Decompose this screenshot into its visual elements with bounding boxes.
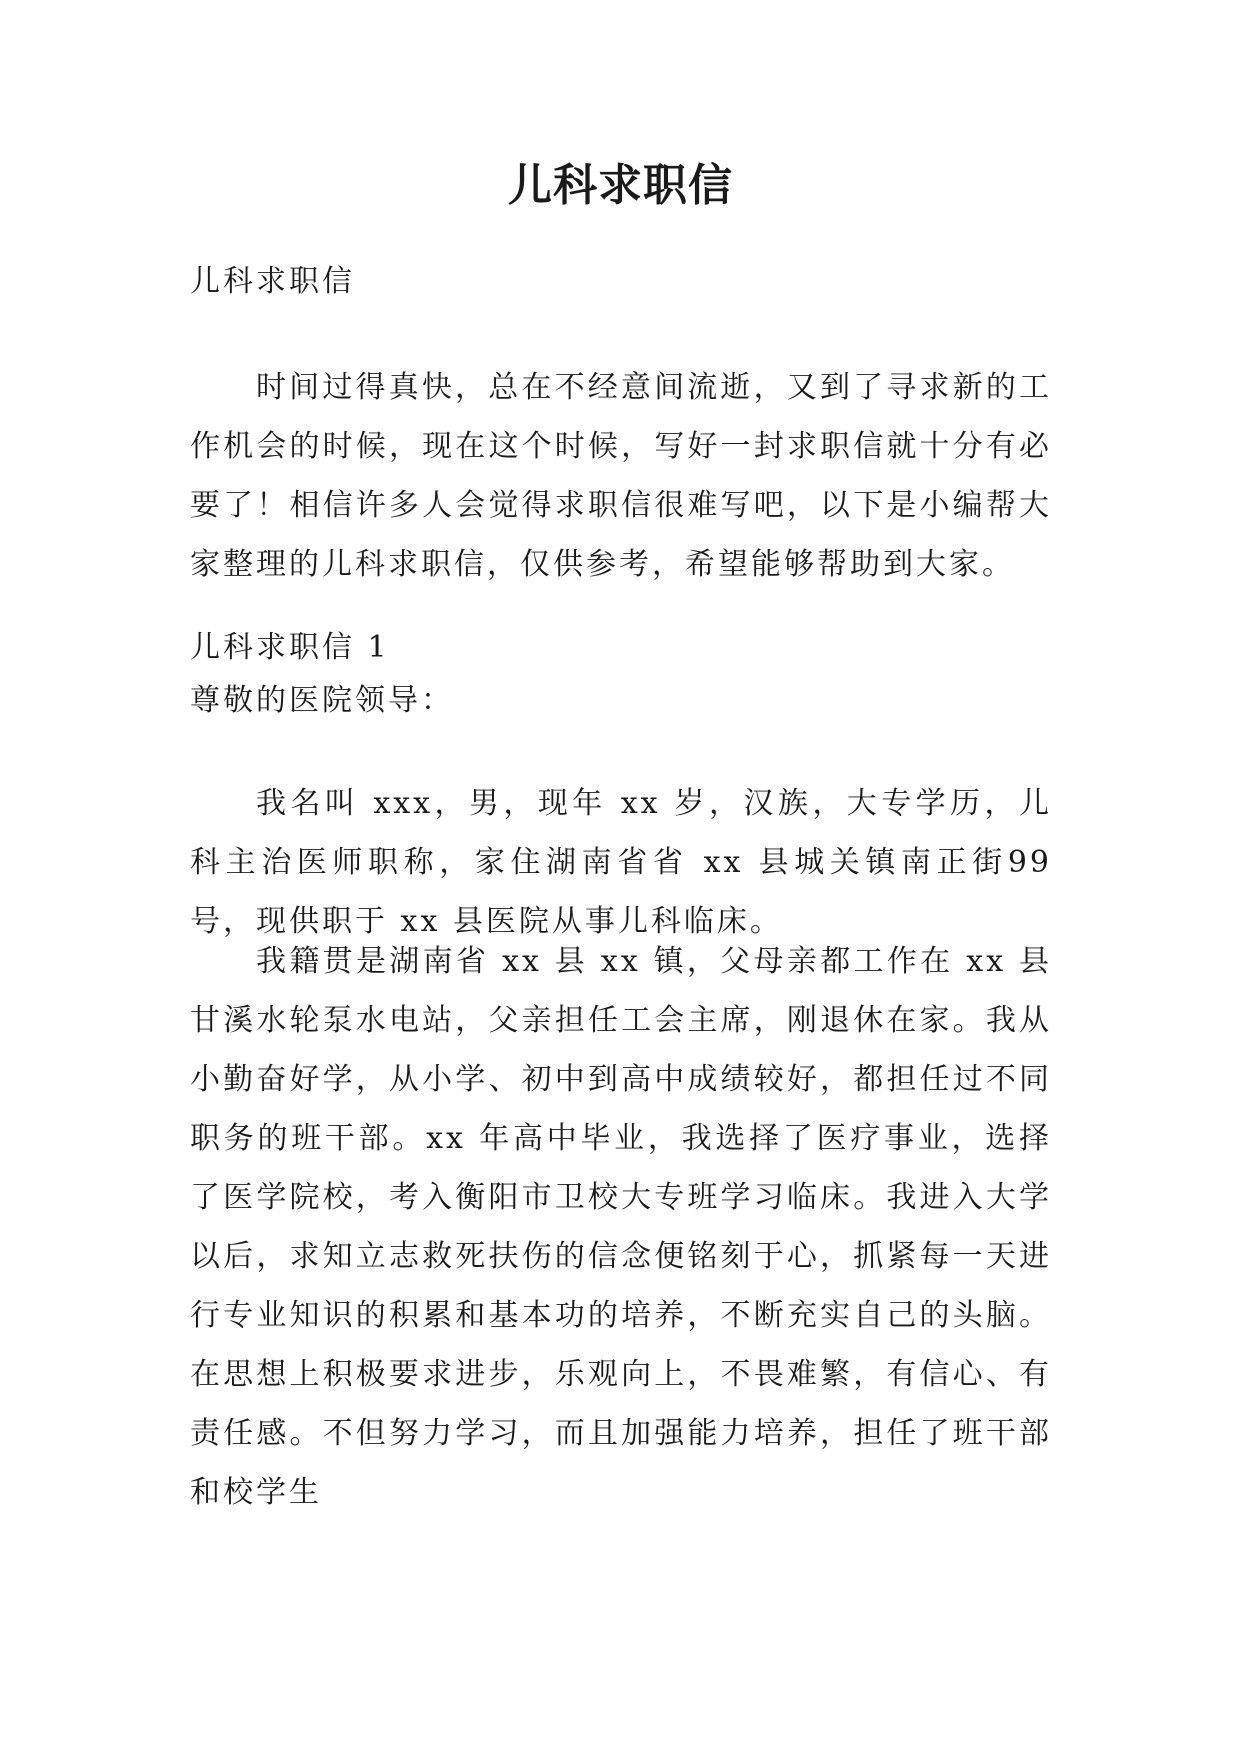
body-paragraph-1: 我名叫 xxx，男，现年 xx 岁，汉族，大专学历，儿科主治医师职称，家住湖南省省 xx 县城关镇南正街99号，现供职于 xx 县医院从事儿科临床。	[190, 786, 1052, 939]
intro-paragraph: 时间过得真快，总在不经意间流逝，又到了寻求新的工作机会的时候，现在这个时候，写好一封求职信就十分有必要了！相信许多人会觉得求职信很难写吧，以下是小编帮大家整理的儿科求职信，仅供参考，希望能够帮助到大家。	[190, 370, 1052, 582]
letter-heading: 儿科求职信 1	[190, 630, 390, 665]
body-paragraph-2: 我籍贯是湖南省 xx 县 xx 镇，父母亲都工作在 xx 县甘溪水轮泵水电站，父亲担任工会主席，刚退休在家。我从小勤奋好学，从小学、初中到高中成绩较好，都担任过不同职务的班干部。xx 年高中毕业，我选择了医疗事业，选择了医学院校，考入衡阳市卫校大专班学习临床。我进入大学以后，求知立志救死扶伤的信念便铭刻于心，抓紧每一天进行专业知识的积累和基本功的培养，不断充实自己的头脑。在思想上积极要求进步，乐观向上，不畏难繁，有信心、有责任感。不但努力学习，而且加强能力培养，担任了班干部和校学生	[190, 944, 1052, 1510]
document-title: 儿科求职信	[508, 160, 733, 211]
salutation: 尊敬的医院领导：	[190, 683, 454, 718]
document-subtitle: 儿科求职信	[190, 264, 355, 299]
